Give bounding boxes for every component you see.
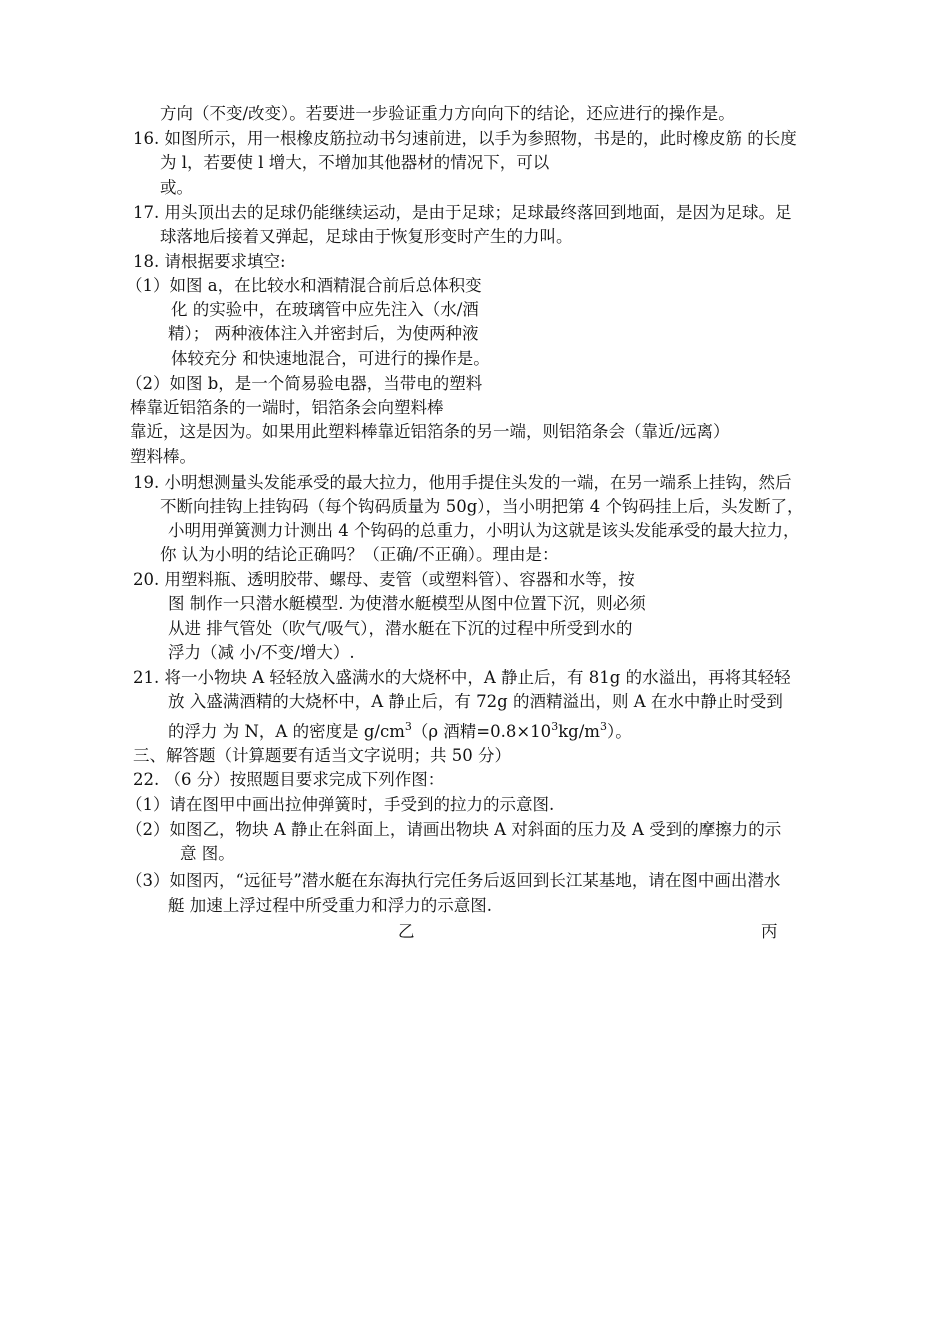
q22-part3-line-1: （3）如图丙，“远征号”潜水艇在东海执行完任务后返回到长江某基地，请在图中画出潜水 [126,871,781,890]
section-three-heading: 三、解答题（计算题要有适当文字说明；共 50 分） [133,746,511,765]
q16-line-1: 16. 如图所示，用一根橡皮筋拉动书匀速前进，以手为参照物，书是的，此时橡皮筋 的长度 [133,129,797,148]
figure-caption-bing: 丙 [761,922,778,941]
q15-tail-line: 方向（不变/改变）。若要进一步验证重力方向向下的结论，还应进行的操作是。 [160,104,735,123]
q18-part2-line-3: 靠近，这是因为。如果用此塑料棒靠近铝箔条的另一端，则铝箔条会（靠近/远离） [130,422,730,441]
q21-text-d: ）。 [606,722,632,741]
q21-text-a: 的浮力 为 N，A 的密度是 g/cm [168,722,405,741]
figure-caption-yi: 乙 [398,922,415,941]
q18-part1-line-3: 精）； 两种液体注入并密封后，为使两种液 [168,324,479,343]
q18-part1-line-2: 化 的实验中，在玻璃管中应先注入（水/酒 [171,300,479,319]
q21-line-3 [168,722,632,742]
superscript-3: 3 [551,720,559,733]
q17-line-2: 球落地后接着又弹起，足球由于恢复形变时产生的力叫。 [160,227,573,246]
q18-part2-line-4: 塑料棒。 [130,447,196,466]
superscript-3: 3 [404,720,412,733]
q19-line-1: 19. 小明想测量头发能承受的最大拉力，他用手提住头发的一端，在另一端系上挂钩，然后 [133,473,792,492]
q20-line-2: 图 制作一只潜水艇模型. 为使潜水艇模型从图中位置下沉，则必须 [168,594,646,613]
q19-line-2: 不断向挂钩上挂钩码（每个钩码质量为 50g），当小明把第 4 个钩码挂上后，头发断了， [160,497,804,516]
q22-part3-line-2: 艇 加速上浮过程中所受重力和浮力的示意图. [168,896,492,915]
q16-line-2: 为 l，若要使 l 增大，不增加其他器材的情况下，可以 [160,153,550,172]
q18-part2-line-1: （2）如图 b，是一个简易验电器，当带电的塑料 [126,374,483,393]
q18-part2-line-2: 棒靠近铝箔条的一端时，铝箔条会向塑料棒 [130,398,444,417]
q19-line-4: 你 认为小明的结论正确吗？（正确/不正确）。理由是： [160,545,559,564]
q21-line-1: 21. 将一小物块 A 轻轻放入盛满水的大烧杯中，A 静止后，有 81g 的水溢出，再将其轻轻 [133,668,791,687]
q19-line-3: 小明用弹簧测力计测出 4 个钩码的总重力，小明认为这就是该头发能承受的最大拉力， [168,521,800,540]
q20-line-4: 浮力（减 小/不变/增大）. [168,643,355,662]
q18-part1-line-1: （1）如图 a，在比较水和酒精混合前后总体积变 [126,276,482,295]
q20-line-1: 20. 用塑料瓶、透明胶带、螺母、麦管（或塑料管）、容器和水等，按 [133,570,635,589]
q21-text-b: （ρ 酒精=0.8×10 [411,722,552,741]
q17-line-1: 17. 用头顶出去的足球仍能继续运动，是由于足球；足球最终落回到地面，是因为足球。足 [133,203,792,222]
q22-part2-line-1: （2）如图乙，物块 A 静止在斜面上，请画出物块 A 对斜面的压力及 A 受到的摩擦力的示 [126,820,782,839]
q22-heading: 22. （6 分）按照题目要求完成下列作图： [133,770,445,789]
q22-part1: （1）请在图甲中画出拉伸弹簧时，手受到的拉力的示意图. [126,795,555,814]
superscript-3: 3 [599,720,607,733]
q21-line-2: 放 入盛满酒精的大烧杯中，A 静止后，有 72g 的酒精溢出，则 A 在水中静止时受到 [168,692,783,711]
q22-part2-line-2: 意 图。 [180,844,235,863]
q21-text-c: kg/m [558,722,600,741]
q18-part1-line-4: 体较充分 和快速地混合，可进行的操作是。 [171,349,490,368]
q20-line-3: 从进 排气管处（吹气/吸气），潜水艇在下沉的过程中所受到水的 [168,619,633,638]
q18-heading: 18. 请根据要求填空: [133,252,286,271]
q16-line-3: 或。 [160,178,193,197]
